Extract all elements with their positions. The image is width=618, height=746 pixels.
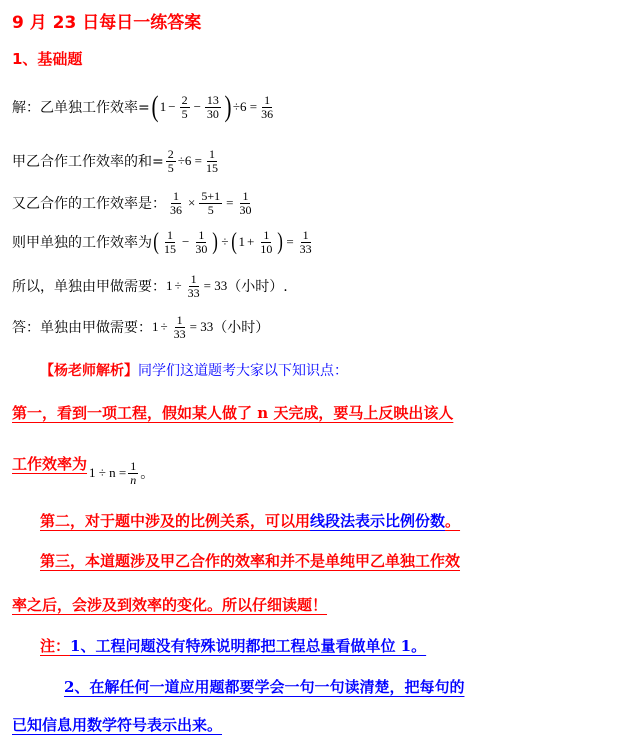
solution-line-2: 甲乙合作工作效率的和= $\frac{2}{5}$ ÷6 = $\frac{1}{15}$ bbox=[12, 147, 218, 175]
fraction: $\frac{1}{10}$ bbox=[260, 228, 273, 256]
solution-text: 甲乙合作工作效率的和= bbox=[12, 154, 164, 171]
efficiency-formula: 1 ÷ n = $\frac{1}{n}$ bbox=[89, 459, 137, 487]
fraction: $\frac{1}{36}$ bbox=[170, 189, 182, 217]
solution-text: 则甲单独的工作效率为 bbox=[12, 235, 152, 252]
point-2: 第二，对于题中涉及的比例关系，可以用 线段法表示比例份数 。 bbox=[40, 512, 461, 530]
point-1-line-2: 工作效率为 1 ÷ n = $\frac{1}{n}$ 。 bbox=[12, 454, 155, 487]
point-1-text: 第一，看到一项工程，假如某人做了 n 天完成，要马上反映出该人 bbox=[12, 404, 454, 422]
point-3-line-1: 第三，本道题涉及甲乙合作的效率和并不是单纯甲乙单独工作效 bbox=[40, 552, 461, 570]
solution-line-4: 则甲单独的工作效率为 ( $\frac{1}{15}$ − $\frac{1}{30}$ ) ÷ ( 1 + $\frac{1}{10}$ ) = $\frac{1}{33}$ bbox=[12, 228, 312, 256]
unit-text: （小时） bbox=[213, 320, 270, 337]
fraction: $\frac{1}{15}$ bbox=[164, 228, 176, 256]
solution-text: 解：乙单独工作效率= bbox=[12, 100, 150, 116]
fraction: $\frac{1}{33}$ bbox=[187, 272, 200, 300]
fraction: $\frac{1}{36}$ bbox=[261, 92, 274, 121]
teacher-analysis bbox=[40, 360, 348, 380]
teacher-tag: 【杨老师解析】 bbox=[40, 363, 138, 379]
fraction: $\frac{2}{5}$ bbox=[167, 147, 174, 175]
teacher-text: 同学们这道题考大家以下知识点： bbox=[138, 363, 348, 379]
solution-line-5: 所以，单独由甲做需要： 1 ÷ $\frac{1}{33}$ = 33 （小时）. bbox=[12, 272, 288, 300]
point-1-line-1 bbox=[12, 402, 453, 423]
note-1: 注： 1、工程问题没有特殊说明都把工程总量看做单位 1。 bbox=[40, 637, 427, 655]
note-tag: 注： bbox=[40, 637, 71, 655]
fraction: $\frac{2}{5}$ bbox=[181, 92, 188, 121]
fraction: $\frac{1}{33}$ bbox=[173, 313, 186, 341]
solution-line-1: 解：乙单独工作效率= ( 1 − $\frac{2}{5}$ − $\frac{13}{30}$ ) ÷6 = $\frac{1}{36}$ bbox=[12, 90, 274, 123]
fraction: $\frac{1}{33}$ bbox=[299, 228, 312, 256]
unit-text: （小时）. bbox=[227, 279, 288, 296]
note-2-line-1: 2、在解任何一道应用题都要学会一句一句读清楚，把每句的 bbox=[64, 678, 465, 696]
fraction: $\frac{1}{15}$ bbox=[205, 147, 218, 175]
fraction: $\frac{1}{30}$ bbox=[239, 189, 252, 217]
point-3-line-2: 率之后，会涉及到效率的变化。所以仔细读题！ bbox=[12, 596, 328, 614]
fraction: $\frac{5+1}{5}$ bbox=[201, 189, 221, 217]
fraction: $\frac{13}{30}$ bbox=[206, 92, 219, 121]
page-title: 9 月 23 日每日一练答案 bbox=[12, 13, 202, 33]
fraction: $\frac{1}{30}$ bbox=[195, 228, 208, 256]
section-heading: 1、基础题 bbox=[12, 50, 83, 68]
point-1-text-2: 工作效率为 bbox=[12, 454, 88, 473]
solution-text: 所以，单独由甲做需要： bbox=[12, 279, 166, 296]
note-2-line-2: 已知信息用数学符号表示出来。 bbox=[12, 716, 223, 734]
solution-line-3: 又乙合作的工作效率是： $\frac{1}{36}$ × $\frac{5+1}{5}$ = $\frac{1}{30}$ bbox=[12, 189, 252, 217]
solution-text: 又乙合作的工作效率是： bbox=[12, 196, 166, 213]
answer-line: 答：单独由甲做需要： 1 ÷ $\frac{1}{33}$ = 33 （小时） bbox=[12, 313, 270, 341]
answer-text: 答：单独由甲做需要： bbox=[12, 320, 152, 337]
